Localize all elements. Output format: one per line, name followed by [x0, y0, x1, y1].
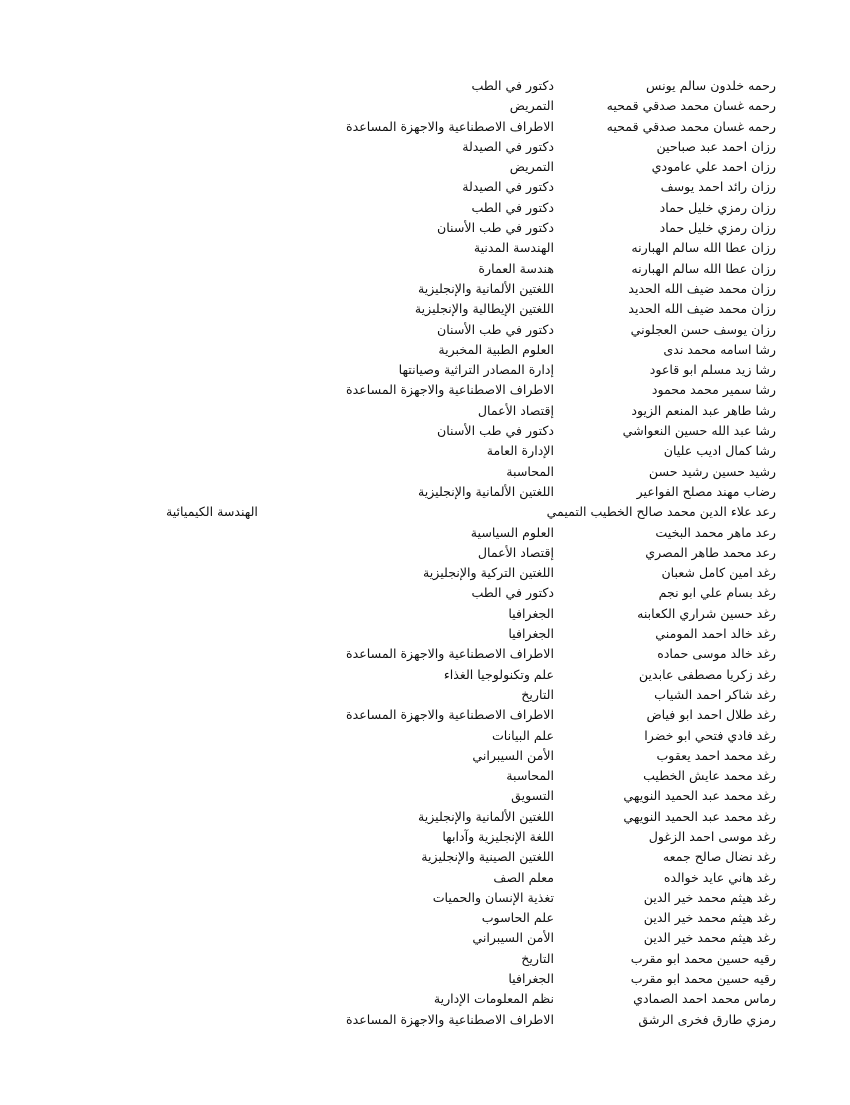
list-item [296, 380, 776, 400]
specialty: اللغتين الألمانية والإنجليزية [417, 483, 554, 499]
student-name: رشا اسامه محمد ندى [663, 341, 776, 357]
list-item [296, 685, 776, 705]
specialty: اللغتين التركية والإنجليزية [423, 565, 554, 581]
specialty: الاطراف الاصطناعية والاجهزة المساعدة [346, 118, 554, 134]
student-name: رعد ماهر محمد البخيت [655, 524, 776, 540]
specialty: تغذية الإنسان والحميات [432, 889, 554, 905]
specialty: دكتور في طب الأسنان [436, 321, 554, 337]
student-name: رزان رمزي خليل حماد [659, 220, 776, 236]
specialty: اللغتين الألمانية والإنجليزية [417, 808, 554, 824]
student-name: رضاب مهند مصلح الفواعير [636, 483, 776, 499]
student-name: رغد محمد احمد يعقوب [656, 747, 776, 763]
specialty: دكتور في الطب [471, 585, 554, 601]
list-item [166, 502, 776, 522]
list-item [296, 807, 776, 827]
student-name: رغد هيثم محمد خير الدين [643, 889, 776, 905]
list-item [296, 989, 776, 1009]
student-name: رعد محمد طاهر المصري [645, 544, 776, 560]
list-item [296, 157, 776, 177]
specialty: المحاسبة [506, 768, 554, 784]
list-item [296, 949, 776, 969]
student-name: رزان احمد علي عامودي [651, 159, 776, 175]
specialty: التاريخ [521, 686, 554, 702]
student-name: رشا طاهر عبد المنعم الزيود [631, 402, 776, 418]
specialty: الهندسة المدنية [473, 240, 554, 256]
list-item [296, 604, 776, 624]
student-name: رغد بسام علي ابو نجم [658, 585, 776, 601]
student-name: رمزي طارق فخرى الرشق [638, 1011, 776, 1027]
specialty: اللغتين الصينية والإنجليزية [421, 849, 554, 865]
student-name: رماس محمد احمد الصمادي [633, 991, 776, 1007]
student-name: رغد محمد عايش الخطيب [643, 768, 776, 784]
student-name: رشا كمال اديب عليان [663, 443, 776, 459]
student-name: رغد طلال احمد ابو فياض [646, 707, 776, 723]
list-item [296, 705, 776, 725]
list-item [296, 888, 776, 908]
student-name: رزان رائد احمد يوسف [660, 179, 776, 195]
specialty: دكتور في طب الأسنان [436, 423, 554, 439]
list-item [296, 137, 776, 157]
list-item [296, 117, 776, 137]
student-list [166, 76, 776, 1030]
student-name: رزان رمزي خليل حماد [659, 199, 776, 215]
list-item [296, 96, 776, 116]
list-item [296, 1010, 776, 1030]
student-name: رغد محمد عبد الحميد النويهي [623, 808, 776, 824]
list-item [296, 360, 776, 380]
specialty: الجغرافيا [508, 605, 554, 621]
student-name: رقيه حسين محمد ابو مقرب [630, 971, 776, 987]
specialty: دكتور في الصيدلة [462, 179, 554, 195]
specialty: الإدارة العامة [486, 443, 554, 459]
specialty: دكتور في الطب [471, 199, 554, 215]
list-item [296, 969, 776, 989]
list-item [296, 726, 776, 746]
list-item [296, 746, 776, 766]
list-item [296, 827, 776, 847]
specialty: الاطراف الاصطناعية والاجهزة المساعدة [346, 382, 554, 398]
list-item [296, 76, 776, 96]
student-name: رزان عطا الله سالم الهبارنه [631, 240, 776, 256]
student-name: رغد زكريا مصطفى عابدين [638, 666, 776, 682]
list-item [296, 583, 776, 603]
list-item [296, 218, 776, 238]
list-item [296, 908, 776, 928]
student-name: رغد موسى احمد الزغول [648, 828, 776, 844]
specialty: اللغة الإنجليزية وآدابها [442, 828, 554, 844]
list-item [296, 259, 776, 279]
list-item [296, 868, 776, 888]
student-name: رغد هاني عايد خوالده [663, 869, 776, 885]
specialty: الهندسة الكيميائية [166, 504, 258, 520]
specialty: اللغتين الألمانية والإنجليزية [417, 280, 554, 296]
list-item [296, 340, 776, 360]
specialty: الاطراف الاصطناعية والاجهزة المساعدة [346, 1011, 554, 1027]
specialty: العلوم الطبية المخبرية [438, 341, 554, 357]
specialty: هندسة العمارة [478, 260, 554, 276]
list-item [296, 177, 776, 197]
specialty: إدارة المصادر التراثية وصيانتها [398, 362, 554, 378]
list-item [296, 441, 776, 461]
specialty: علم الحاسوب [481, 910, 554, 926]
specialty: التاريخ [521, 950, 554, 966]
student-name: رغد خالد موسى حماده [657, 646, 776, 662]
student-name: رغد محمد عبد الحميد النويهي [623, 788, 776, 804]
specialty: التمريض [509, 98, 554, 114]
specialty: علم البيانات [491, 727, 554, 743]
specialty: دكتور في الطب [471, 78, 554, 93]
student-name: رغد هيثم محمد خير الدين [643, 930, 776, 946]
student-name: رشيد حسين رشيد حسن [648, 463, 776, 479]
list-item [296, 462, 776, 482]
list-item [296, 665, 776, 685]
student-name: رغد امين كامل شعبان [661, 565, 776, 581]
student-name: رغد خالد احمد المومني [655, 626, 776, 642]
list-item [296, 482, 776, 502]
specialty: اللغتين الإيطالية والإنجليزية [414, 301, 554, 317]
specialty: الجغرافيا [508, 971, 554, 987]
student-name: رقيه حسين محمد ابو مقرب [630, 950, 776, 966]
specialty: الأمن السيبراني [472, 930, 554, 946]
student-name: رشا سمير محمد محمود [651, 382, 776, 398]
specialty: التمريض [509, 159, 554, 175]
student-name: رغد فادي فتحي ابو خضرا [644, 727, 776, 743]
student-name: رحمه غسان محمد صدقي قمحيه [606, 98, 776, 114]
student-name: رزان يوسف حسن العجلوني [630, 321, 776, 337]
student-name: رحمه غسان محمد صدقي قمحيه [606, 118, 776, 134]
list-item [296, 543, 776, 563]
specialty: دكتور في طب الأسنان [436, 220, 554, 236]
specialty: إقتصاد الأعمال [477, 544, 554, 560]
student-name: رغد نضال صالح جمعه [662, 849, 776, 865]
student-name: رشا زيد مسلم ابو قاعود [649, 362, 776, 378]
specialty: علم وتكنولوجيا الغذاء [443, 666, 554, 682]
list-item [296, 847, 776, 867]
student-name: رغد هيثم محمد خير الدين [643, 910, 776, 926]
student-name: رغد شاكر احمد الشياب [654, 686, 776, 702]
list-item [296, 421, 776, 441]
specialty: العلوم السياسية [470, 524, 554, 540]
student-name: رزان عطا الله سالم الهبارنه [631, 260, 776, 276]
list-item [296, 523, 776, 543]
student-name: رحمه خلدون سالم يونس [646, 78, 776, 93]
list-item [296, 766, 776, 786]
specialty: الجغرافيا [508, 626, 554, 642]
specialty: معلم الصف [493, 869, 554, 885]
list-item [296, 198, 776, 218]
list-item [296, 401, 776, 421]
student-name: رشا عبد الله حسين النعواشي [622, 423, 776, 439]
list-item [296, 238, 776, 258]
list-item [296, 320, 776, 340]
list-item [296, 644, 776, 664]
specialty: دكتور في الصيدلة [462, 138, 554, 154]
list-item [296, 928, 776, 948]
specialty: الأمن السيبراني [472, 747, 554, 763]
list-item [296, 299, 776, 319]
list-item [296, 624, 776, 644]
student-name: رزان احمد عبد صباحين [656, 138, 776, 154]
student-name: رزان محمد ضيف الله الحديد [628, 301, 776, 317]
specialty: المحاسبة [506, 463, 554, 479]
specialty: إقتصاد الأعمال [477, 402, 554, 418]
specialty: نظم المعلومات الإدارية [433, 991, 554, 1007]
list-item [296, 786, 776, 806]
list-item [296, 279, 776, 299]
list-item [296, 563, 776, 583]
student-name: رزان محمد ضيف الله الحديد [628, 280, 776, 296]
specialty: التسويق [511, 788, 554, 804]
specialty: الاطراف الاصطناعية والاجهزة المساعدة [346, 707, 554, 723]
specialty: الاطراف الاصطناعية والاجهزة المساعدة [346, 646, 554, 662]
student-name: رغد حسين شراري الكعابنه [637, 605, 776, 621]
student-name: رعد علاء الدين محمد صالح الخطيب التميمي [546, 504, 776, 520]
